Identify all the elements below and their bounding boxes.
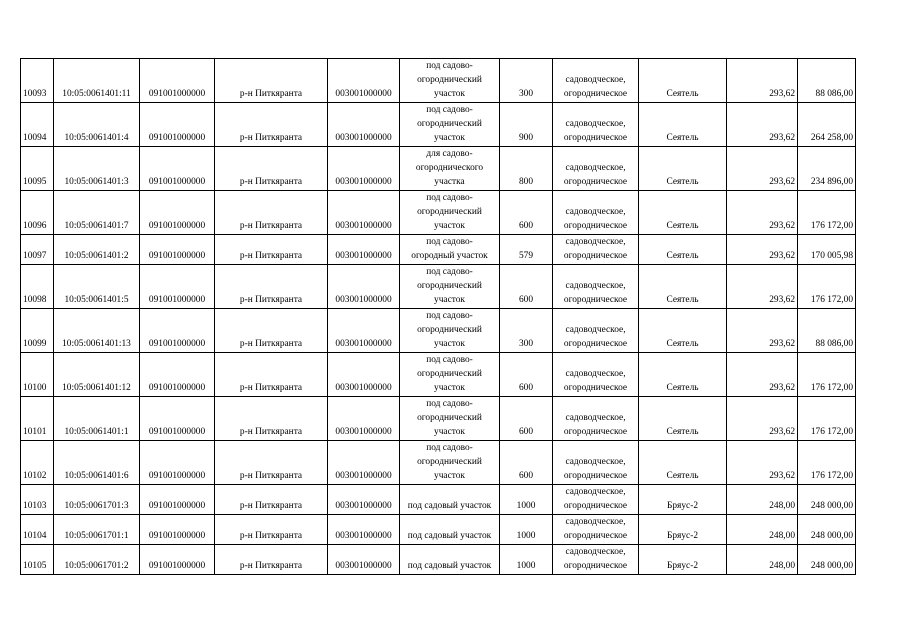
land-category-cell [553, 59, 639, 103]
okato-code-cell: 091001000000 [140, 397, 215, 441]
land-category-line: огородническое [563, 251, 628, 261]
land-category-line: садоводческое, [565, 369, 626, 379]
permitted-use-line: огороднический [417, 119, 482, 129]
land-category-line: садоводческое, [565, 207, 626, 217]
unit-price-cell: 293,62 [727, 397, 798, 441]
land-category-cell [553, 265, 639, 309]
land-category-line: огородническое [563, 339, 628, 349]
area-cell: 600 [500, 265, 553, 309]
area-cell: 600 [500, 441, 553, 485]
unit-price-cell: 293,62 [727, 191, 798, 235]
permitted-use-cell [400, 103, 500, 147]
cadastral-value-cell: 234 896,00 [798, 147, 856, 191]
permitted-use-line: под садово- [426, 105, 473, 115]
okato-code-cell: 091001000000 [140, 485, 215, 515]
row-number-cell: 10094 [21, 103, 54, 147]
cadastral-number-cell: 10:05:0061401:6 [54, 441, 140, 485]
area-cell: 579 [500, 235, 553, 265]
land-category-line: огородническое [563, 295, 628, 305]
land-category-line: огородническое [563, 427, 628, 437]
settlement-name-cell: Сеятель [639, 353, 727, 397]
row-number-cell: 10102 [21, 441, 54, 485]
oktmo-code-cell: 003001000000 [328, 485, 400, 515]
land-category-line: садоводческое, [565, 119, 626, 129]
table-row [21, 309, 856, 353]
okato-code-cell: 091001000000 [140, 265, 215, 309]
permitted-use-line: огороднический [417, 325, 482, 335]
row-number-cell: 10097 [21, 235, 54, 265]
location-cell: р-н Питкяранта [215, 545, 328, 575]
land-category-line: огородническое [563, 221, 628, 231]
permitted-use-cell [400, 485, 500, 515]
settlement-name-cell: Бряус-2 [639, 515, 727, 545]
permitted-use-line: под садово- [426, 267, 473, 277]
cadastral-value-cell: 176 172,00 [798, 353, 856, 397]
cadastral-number-cell: 10:05:0061701:1 [54, 515, 140, 545]
cadastral-number-cell: 10:05:0061401:2 [54, 235, 140, 265]
land-category-line: садоводческое, [565, 163, 626, 173]
settlement-name-cell: Сеятель [639, 397, 727, 441]
unit-price-cell: 293,62 [727, 309, 798, 353]
permitted-use-line: огороднический [417, 369, 482, 379]
okato-code-cell: 091001000000 [140, 59, 215, 103]
row-number-cell: 10093 [21, 59, 54, 103]
oktmo-code-cell: 003001000000 [328, 545, 400, 575]
cadastral-value-cell: 176 172,00 [798, 265, 856, 309]
permitted-use-line: для садово- [426, 149, 473, 159]
oktmo-code-cell: 003001000000 [328, 353, 400, 397]
land-category-line: садоводческое, [565, 75, 626, 85]
land-category-cell [553, 515, 639, 545]
cadastral-number-cell: 10:05:0061401:11 [54, 59, 140, 103]
area-cell: 800 [500, 147, 553, 191]
oktmo-code-cell: 003001000000 [328, 397, 400, 441]
unit-price-cell: 293,62 [727, 147, 798, 191]
cadastral-value-cell: 88 086,00 [798, 309, 856, 353]
row-number-cell: 10096 [21, 191, 54, 235]
row-number-cell: 10100 [21, 353, 54, 397]
permitted-use-line: огородный участок [411, 251, 488, 261]
location-cell: р-н Питкяранта [215, 353, 328, 397]
area-cell: 1000 [500, 515, 553, 545]
location-cell: р-н Питкяранта [215, 485, 328, 515]
permitted-use-line: участок [434, 295, 465, 305]
oktmo-code-cell: 003001000000 [328, 235, 400, 265]
unit-price-cell: 248,00 [727, 485, 798, 515]
permitted-use-cell [400, 397, 500, 441]
settlement-name-cell: Бряус-2 [639, 545, 727, 575]
unit-price-cell: 293,62 [727, 235, 798, 265]
unit-price-cell: 248,00 [727, 545, 798, 575]
permitted-use-cell [400, 191, 500, 235]
row-number-cell: 10103 [21, 485, 54, 515]
oktmo-code-cell: 003001000000 [328, 515, 400, 545]
cadastral-number-cell: 10:05:0061401:12 [54, 353, 140, 397]
permitted-use-line: под садовый участок [407, 531, 492, 541]
permitted-use-line: под садовый участок [407, 501, 492, 511]
cadastral-value-cell: 248 000,00 [798, 485, 856, 515]
cadastral-value-cell: 88 086,00 [798, 59, 856, 103]
land-category-line: огородническое [563, 177, 628, 187]
unit-price-cell: 293,62 [727, 103, 798, 147]
permitted-use-line: под садовый участок [407, 561, 492, 571]
permitted-use-line: участок [434, 221, 465, 231]
location-cell: р-н Питкяранта [215, 441, 328, 485]
permitted-use-cell [400, 147, 500, 191]
land-category-cell [553, 353, 639, 397]
area-cell: 600 [500, 191, 553, 235]
cadastral-value-cell: 176 172,00 [798, 191, 856, 235]
oktmo-code-cell: 003001000000 [328, 309, 400, 353]
area-cell: 600 [500, 353, 553, 397]
table-row [21, 485, 856, 515]
unit-price-cell: 293,62 [727, 353, 798, 397]
oktmo-code-cell: 003001000000 [328, 147, 400, 191]
okato-code-cell: 091001000000 [140, 191, 215, 235]
permitted-use-line: участок [434, 89, 465, 99]
permitted-use-line: под садово- [426, 355, 473, 365]
okato-code-cell: 091001000000 [140, 309, 215, 353]
settlement-name-cell: Сеятель [639, 147, 727, 191]
row-number-cell: 10098 [21, 265, 54, 309]
row-number-cell: 10105 [21, 545, 54, 575]
row-number-cell: 10095 [21, 147, 54, 191]
location-cell: р-н Питкяранта [215, 147, 328, 191]
cadastral-number-cell: 10:05:0061401:13 [54, 309, 140, 353]
cadastral-number-cell: 10:05:0061401:4 [54, 103, 140, 147]
area-cell: 1000 [500, 545, 553, 575]
oktmo-code-cell: 003001000000 [328, 59, 400, 103]
settlement-name-cell: Сеятель [639, 309, 727, 353]
area-cell: 600 [500, 397, 553, 441]
settlement-name-cell: Сеятель [639, 59, 727, 103]
permitted-use-line: под садово- [426, 399, 473, 409]
cadastral-value-cell: 176 172,00 [798, 441, 856, 485]
table-row [21, 103, 856, 147]
land-category-line: садоводческое, [565, 547, 626, 557]
location-cell: р-н Питкяранта [215, 235, 328, 265]
land-category-line: огородническое [563, 471, 628, 481]
table-row [21, 59, 856, 103]
permitted-use-cell [400, 309, 500, 353]
location-cell: р-н Питкяранта [215, 191, 328, 235]
permitted-use-line: под садово- [426, 237, 473, 247]
land-category-cell [553, 103, 639, 147]
table-row [21, 235, 856, 265]
okato-code-cell: 091001000000 [140, 235, 215, 265]
cadastral-number-cell: 10:05:0061701:2 [54, 545, 140, 575]
permitted-use-line: огороднический [417, 75, 482, 85]
oktmo-code-cell: 003001000000 [328, 103, 400, 147]
area-cell: 300 [500, 59, 553, 103]
permitted-use-cell [400, 441, 500, 485]
land-category-line: садоводческое, [565, 325, 626, 335]
area-cell: 300 [500, 309, 553, 353]
permitted-use-cell [400, 353, 500, 397]
unit-price-cell: 248,00 [727, 515, 798, 545]
land-category-cell [553, 485, 639, 515]
permitted-use-line: участок [434, 133, 465, 143]
land-category-line: садоводческое, [565, 237, 626, 247]
oktmo-code-cell: 003001000000 [328, 265, 400, 309]
row-number-cell: 10104 [21, 515, 54, 545]
land-category-cell [553, 191, 639, 235]
cadastral-number-cell: 10:05:0061401:5 [54, 265, 140, 309]
permitted-use-line: огороднический [417, 281, 482, 291]
okato-code-cell: 091001000000 [140, 353, 215, 397]
land-category-cell [553, 397, 639, 441]
okato-code-cell: 091001000000 [140, 515, 215, 545]
location-cell: р-н Питкяранта [215, 515, 328, 545]
location-cell: р-н Питкяранта [215, 265, 328, 309]
land-category-line: огородническое [563, 531, 628, 541]
okato-code-cell: 091001000000 [140, 147, 215, 191]
permitted-use-line: под садово- [426, 311, 473, 321]
table-row [21, 515, 856, 545]
cadastral-number-cell: 10:05:0061401:1 [54, 397, 140, 441]
table-row [21, 441, 856, 485]
table-row [21, 397, 856, 441]
land-category-cell [553, 147, 639, 191]
settlement-name-cell: Сеятель [639, 441, 727, 485]
land-plots-table [20, 58, 856, 575]
table-row [21, 545, 856, 575]
permitted-use-cell [400, 235, 500, 265]
cadastral-value-cell: 264 258,00 [798, 103, 856, 147]
okato-code-cell: 091001000000 [140, 545, 215, 575]
land-category-line: садоводческое, [565, 517, 626, 527]
permitted-use-line: огороднический [417, 207, 482, 217]
oktmo-code-cell: 003001000000 [328, 441, 400, 485]
row-number-cell: 10099 [21, 309, 54, 353]
land-category-line: огородническое [563, 133, 628, 143]
settlement-name-cell: Сеятель [639, 191, 727, 235]
oktmo-code-cell: 003001000000 [328, 191, 400, 235]
land-category-cell [553, 441, 639, 485]
settlement-name-cell: Сеятель [639, 235, 727, 265]
land-category-cell [553, 545, 639, 575]
permitted-use-line: участок [434, 427, 465, 437]
cadastral-number-cell: 10:05:0061701:3 [54, 485, 140, 515]
cadastral-number-cell: 10:05:0061401:7 [54, 191, 140, 235]
permitted-use-cell [400, 545, 500, 575]
unit-price-cell: 293,62 [727, 441, 798, 485]
permitted-use-line: участок [434, 471, 465, 481]
location-cell: р-н Питкяранта [215, 103, 328, 147]
cadastral-value-cell: 176 172,00 [798, 397, 856, 441]
permitted-use-line: под садово- [426, 61, 473, 71]
row-number-cell: 10101 [21, 397, 54, 441]
permitted-use-line: огороднический [417, 457, 482, 467]
permitted-use-line: участок [434, 339, 465, 349]
land-category-cell [553, 235, 639, 265]
permitted-use-line: огороднический [417, 413, 482, 423]
table-row [21, 147, 856, 191]
table-row [21, 353, 856, 397]
permitted-use-line: участок [434, 383, 465, 393]
table-body [21, 59, 856, 575]
land-category-line: садоводческое, [565, 413, 626, 423]
permitted-use-line: под садово- [426, 443, 473, 453]
cadastral-number-cell: 10:05:0061401:3 [54, 147, 140, 191]
land-category-line: огородническое [563, 89, 628, 99]
land-category-line: огородническое [563, 501, 628, 511]
settlement-name-cell: Сеятель [639, 103, 727, 147]
cadastral-value-cell: 248 000,00 [798, 545, 856, 575]
cadastral-value-cell: 248 000,00 [798, 515, 856, 545]
settlement-name-cell: Сеятель [639, 265, 727, 309]
location-cell: р-н Питкяранта [215, 59, 328, 103]
permitted-use-cell [400, 59, 500, 103]
okato-code-cell: 091001000000 [140, 441, 215, 485]
table-row [21, 265, 856, 309]
table-row [21, 191, 856, 235]
area-cell: 1000 [500, 485, 553, 515]
permitted-use-line: под садово- [426, 193, 473, 203]
land-category-line: садоводческое, [565, 487, 626, 497]
permitted-use-line: огороднического [415, 163, 484, 173]
cadastral-value-cell: 170 005,98 [798, 235, 856, 265]
location-cell: р-н Питкяранта [215, 397, 328, 441]
land-category-line: садоводческое, [565, 457, 626, 467]
settlement-name-cell: Бряус-2 [639, 485, 727, 515]
location-cell: р-н Питкяранта [215, 309, 328, 353]
permitted-use-line: участка [434, 177, 465, 187]
land-category-line: огородническое [563, 561, 628, 571]
permitted-use-cell [400, 265, 500, 309]
area-cell: 900 [500, 103, 553, 147]
land-category-line: огородническое [563, 383, 628, 393]
unit-price-cell: 293,62 [727, 59, 798, 103]
land-category-cell [553, 309, 639, 353]
unit-price-cell: 293,62 [727, 265, 798, 309]
permitted-use-cell [400, 515, 500, 545]
land-category-line: садоводческое, [565, 281, 626, 291]
okato-code-cell: 091001000000 [140, 103, 215, 147]
